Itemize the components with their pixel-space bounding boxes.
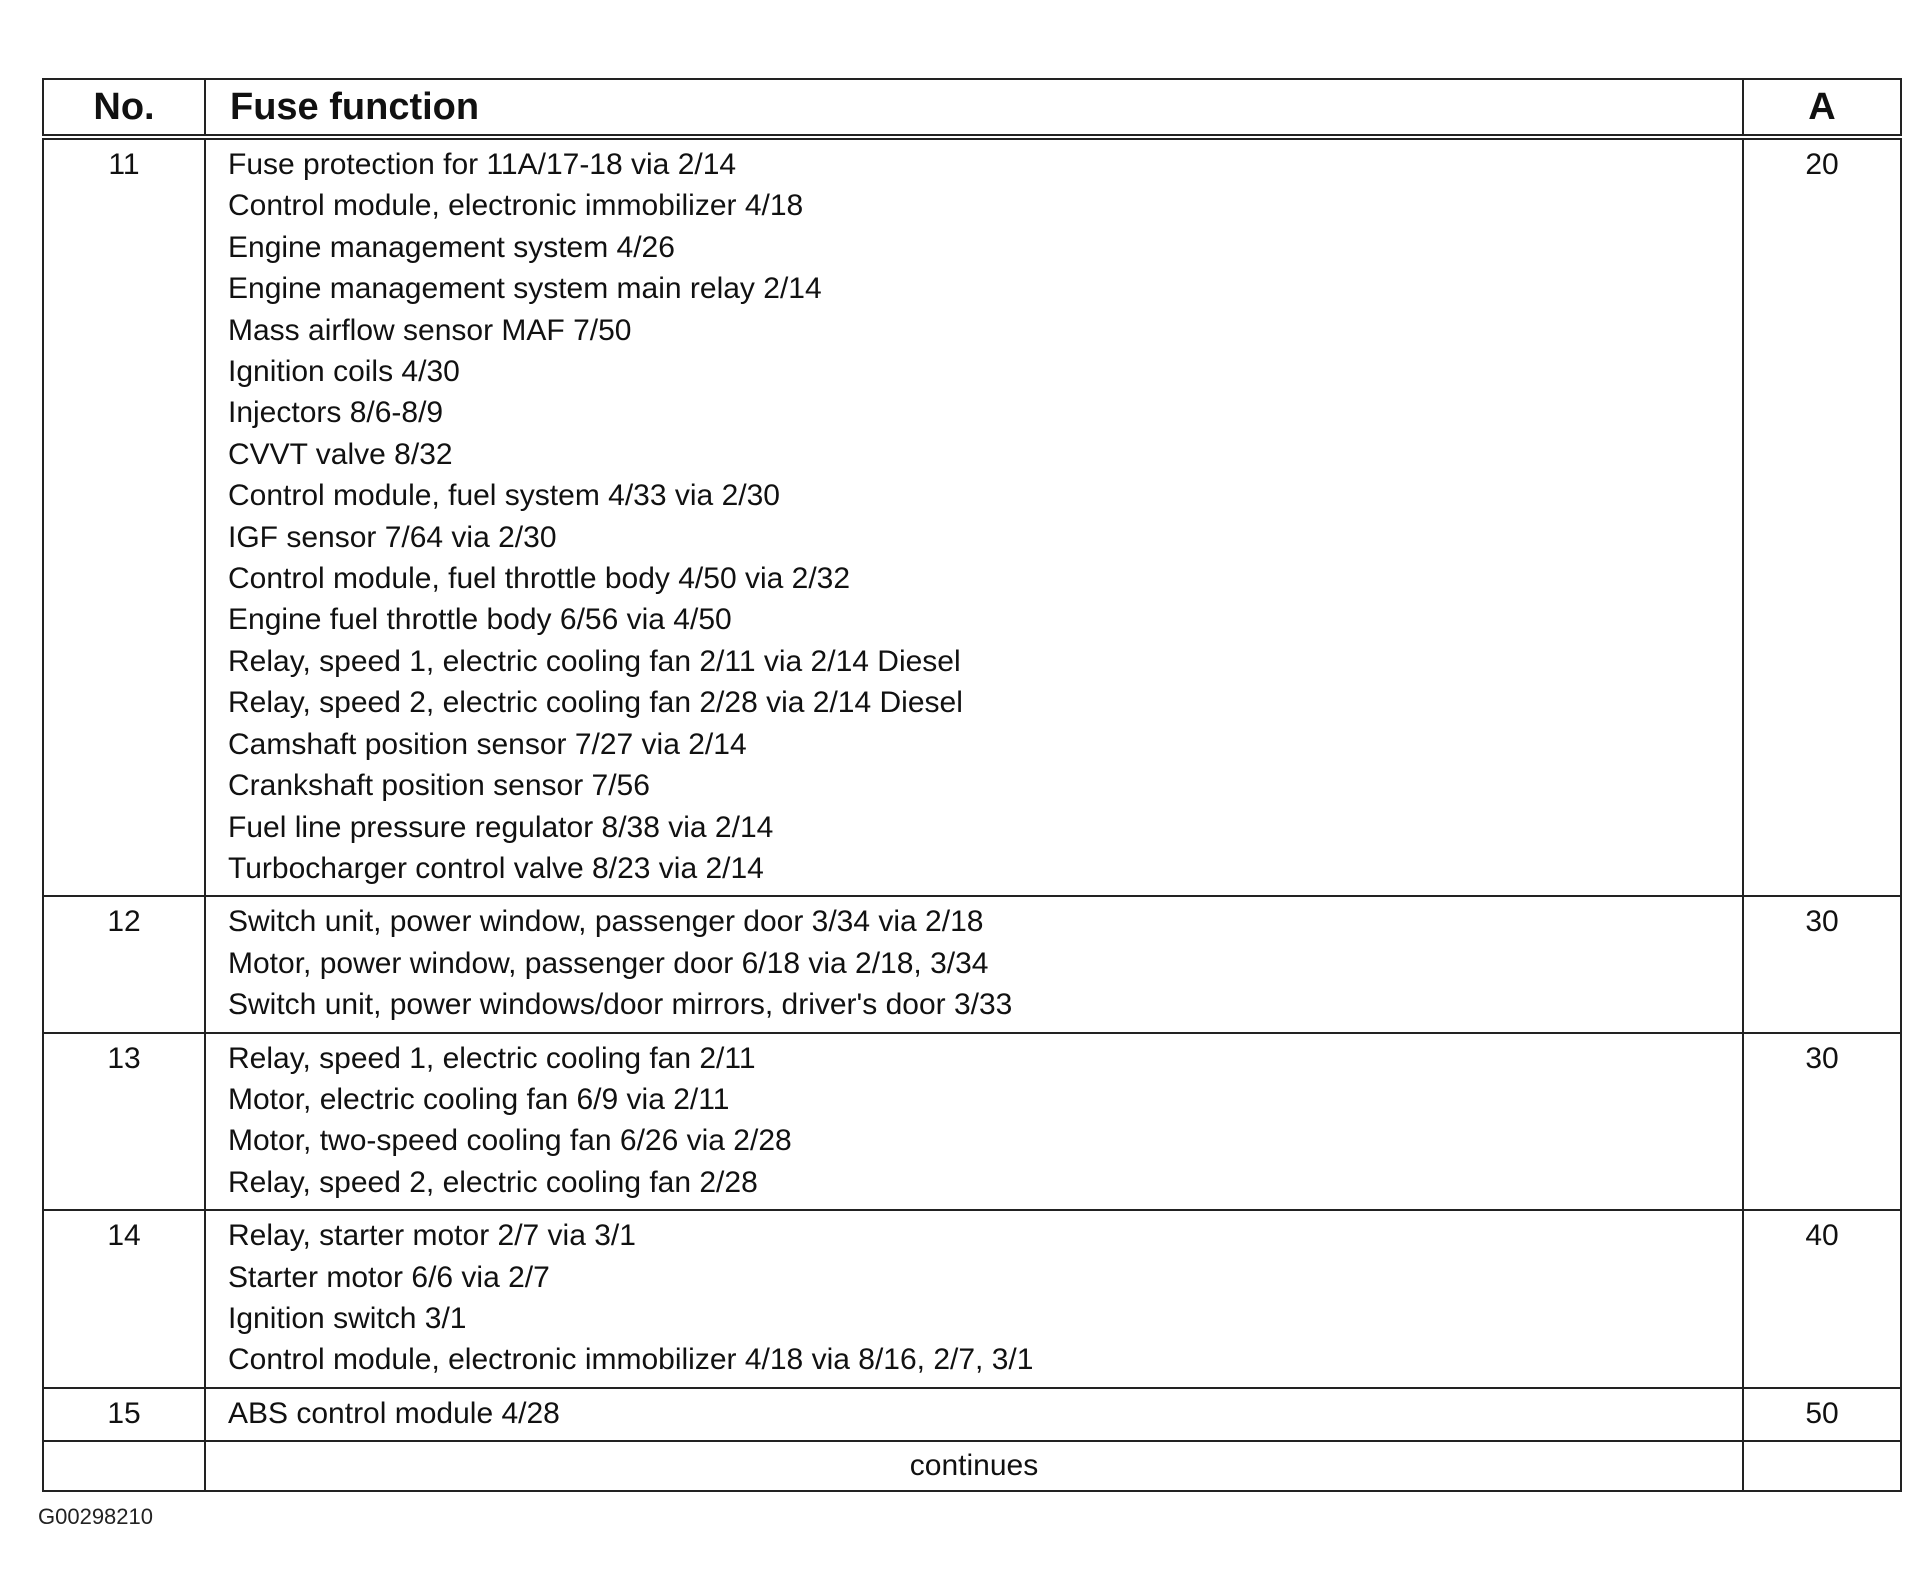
fuse-function-item: Relay, starter motor 2/7 via 3/1	[228, 1219, 636, 1253]
fuse-function-item: Turbocharger control valve 8/23 via 2/14	[228, 851, 764, 885]
fuse-function-item: Ignition switch 3/1	[228, 1301, 467, 1335]
fuse-function-item: Camshaft position sensor 7/27 via 2/14	[228, 727, 747, 761]
fuse-number: 14	[43, 1210, 205, 1388]
fuse-function-item: Injectors 8/6-8/9	[228, 396, 444, 430]
fuse-function-item: Engine fuel throttle body 6/56 via 4/50	[228, 603, 732, 637]
fuse-amperage: 40	[1743, 1210, 1901, 1388]
fuse-row	[43, 137, 1901, 896]
fuse-function-item: Relay, speed 2, electric cooling fan 2/28	[228, 1165, 758, 1199]
fuse-function-item: Motor, power window, passenger door 6/18 via 2/18, 3/34	[228, 946, 989, 980]
fuse-function-item: Fuel line pressure regulator 8/38 via 2/14	[228, 810, 774, 844]
fuse-amperage: 50	[1743, 1388, 1901, 1441]
fuse-function-item: Control module, electronic immobilizer 4/18 via 8/16, 2/7, 3/1	[228, 1343, 1034, 1377]
continues-label: continues	[205, 1441, 1743, 1491]
fuse-function-item: Starter motor 6/6 via 2/7	[228, 1260, 550, 1294]
column-header-amp: A	[1743, 79, 1901, 137]
fuse-function-item: Crankshaft position sensor 7/56	[228, 769, 650, 803]
fuse-function-item: Relay, speed 1, electric cooling fan 2/11 via 2/14 Diesel	[228, 644, 961, 678]
fuse-function-item: ABS control module 4/28	[228, 1396, 560, 1430]
fuse-function-item: Switch unit, power window, passenger door 3/34 via 2/18	[228, 905, 984, 939]
fuse-amperage: 30	[1743, 896, 1901, 1032]
fuse-table-body	[43, 137, 1901, 1491]
fuse-function-item: CVVT valve 8/32	[228, 437, 453, 471]
fuse-function-item: Relay, speed 2, electric cooling fan 2/28 via 2/14 Diesel	[228, 686, 963, 720]
column-header-function: Fuse function	[205, 79, 1743, 137]
fuse-function-item: Control module, fuel throttle body 4/50 via 2/32	[228, 562, 851, 596]
fuse-function-item: Motor, two-speed cooling fan 6/26 via 2/28	[228, 1124, 792, 1158]
fuse-row	[43, 896, 1901, 1032]
fuse-function-list	[205, 137, 1743, 896]
fuse-function-item: IGF sensor 7/64 via 2/30	[228, 520, 557, 554]
fuse-function-item: Control module, fuel system 4/33 via 2/30	[228, 479, 780, 513]
fuse-amperage: 20	[1743, 137, 1901, 896]
fuse-function-list	[205, 1033, 1743, 1211]
fuse-function-item: Engine management system main relay 2/14	[228, 272, 822, 306]
fuse-function-item: Control module, electronic immobilizer 4/18	[228, 189, 804, 223]
column-header-no: No.	[43, 79, 205, 137]
fuse-function-list	[205, 1210, 1743, 1388]
fuse-function-item: Relay, speed 1, electric cooling fan 2/11	[228, 1041, 756, 1075]
fuse-amperage: 30	[1743, 1033, 1901, 1211]
fuse-function-item: Switch unit, power windows/door mirrors, driver's door 3/33	[228, 988, 1013, 1022]
fuse-function-item: Ignition coils 4/30	[228, 355, 460, 389]
fuse-number: 15	[43, 1388, 205, 1441]
continues-no-cell	[43, 1441, 205, 1491]
fuse-number: 11	[43, 137, 205, 896]
fuse-function-list	[205, 1388, 1743, 1441]
fuse-function-item: Motor, electric cooling fan 6/9 via 2/11	[228, 1082, 730, 1116]
fuse-number: 12	[43, 896, 205, 1032]
figure-id: G00298210	[38, 1504, 153, 1529]
fuse-row	[43, 1210, 1901, 1388]
fuse-function-item: Mass airflow sensor MAF 7/50	[228, 313, 632, 347]
fuse-row	[43, 1388, 1901, 1441]
continues-amp-cell	[1743, 1441, 1901, 1491]
fuse-function-item: Engine management system 4/26	[228, 230, 675, 264]
continues-row	[43, 1441, 1901, 1491]
fuse-function-item: Fuse protection for 11A/17-18 via 2/14	[228, 148, 737, 181]
fuse-number: 13	[43, 1033, 205, 1211]
header-row	[43, 79, 1901, 137]
fuse-function-list	[205, 896, 1743, 1032]
fuse-row	[43, 1033, 1901, 1211]
fuse-table	[42, 78, 1902, 1492]
